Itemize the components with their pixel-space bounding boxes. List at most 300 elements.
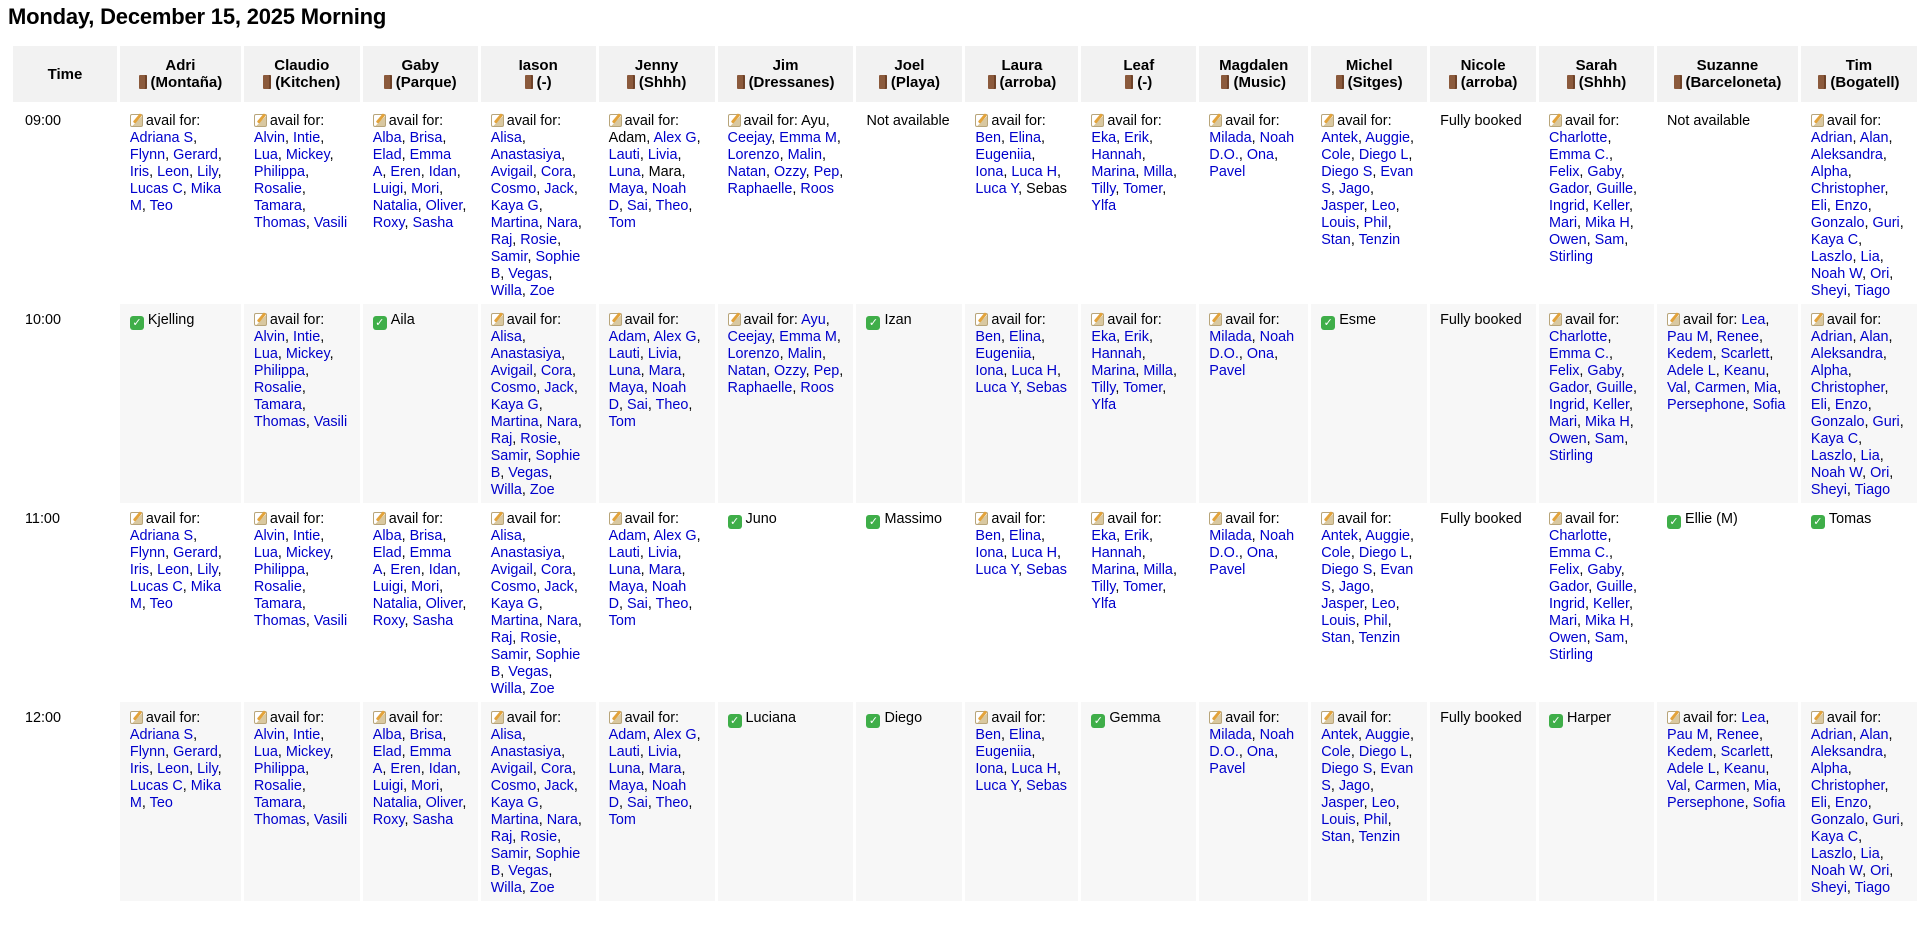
client-link[interactable]: Roos <box>800 380 834 396</box>
client-link[interactable]: Noah D.O. <box>1209 528 1295 561</box>
client-link[interactable]: Intie <box>293 130 321 146</box>
client-link[interactable]: Adam <box>608 727 647 743</box>
client-link[interactable]: Luca H <box>1011 363 1058 379</box>
client-link[interactable]: Jack <box>544 579 574 595</box>
client-link[interactable]: Willa <box>490 482 522 498</box>
client-link[interactable]: Adele L <box>1666 761 1716 777</box>
client-link[interactable]: Emma M <box>779 329 837 345</box>
client-link[interactable]: Renee <box>1716 727 1759 743</box>
client-link[interactable]: Ben <box>975 329 1002 345</box>
client-link[interactable]: Tom <box>608 613 636 629</box>
client-link[interactable]: Luna <box>608 164 641 180</box>
client-link[interactable]: Natalia <box>372 596 418 612</box>
client-link[interactable]: Erik <box>1124 130 1149 146</box>
client-link[interactable]: Luna <box>608 363 641 379</box>
client-link[interactable]: Tamara <box>253 596 302 612</box>
client-link[interactable]: Elina <box>1009 528 1042 544</box>
client-link[interactable]: Pavel <box>1209 363 1246 379</box>
client-link[interactable]: Avigail <box>490 562 533 578</box>
client-link[interactable]: Eli <box>1810 397 1827 413</box>
client-link[interactable]: Guri <box>1872 812 1900 828</box>
client-link[interactable]: Enzo <box>1834 397 1868 413</box>
client-link[interactable]: Diego S <box>1321 562 1373 578</box>
client-link[interactable]: Lucas C <box>129 778 183 794</box>
client-link[interactable]: Lauti <box>608 545 640 561</box>
client-link[interactable]: Lucas C <box>129 579 183 595</box>
client-link[interactable]: Erik <box>1124 528 1149 544</box>
client-link[interactable]: Auggie <box>1365 528 1411 544</box>
client-link[interactable]: Scarlett <box>1720 346 1770 362</box>
client-link[interactable]: Ben <box>975 727 1002 743</box>
client-link[interactable]: Sheyi <box>1810 482 1847 498</box>
client-link[interactable]: Adrian <box>1810 130 1853 146</box>
client-link[interactable]: Kaya C <box>1810 829 1859 845</box>
client-link[interactable]: Keanu <box>1723 363 1766 379</box>
client-link[interactable]: Adrian <box>1810 329 1853 345</box>
client-link[interactable]: Lua <box>253 147 278 163</box>
client-link[interactable]: Avigail <box>490 761 533 777</box>
client-link[interactable]: Sofia <box>1752 397 1786 413</box>
client-link[interactable]: Ben <box>975 528 1002 544</box>
client-link[interactable]: Sasha <box>412 613 454 629</box>
client-link[interactable]: Carmen <box>1694 380 1746 396</box>
client-link[interactable]: Tom <box>608 414 636 430</box>
client-link[interactable]: Emma C. <box>1549 147 1609 163</box>
client-link[interactable]: Alpha <box>1810 164 1848 180</box>
client-link[interactable]: Oliver <box>425 596 463 612</box>
client-link[interactable]: Noah D.O. <box>1209 329 1295 362</box>
client-link[interactable]: Maya <box>608 181 644 197</box>
client-link[interactable]: Adriana S <box>129 130 194 146</box>
client-link[interactable]: Idan <box>428 164 457 180</box>
client-link[interactable]: Intie <box>293 727 321 743</box>
client-link[interactable]: Nara <box>546 215 578 231</box>
client-link[interactable]: Rosie <box>520 431 558 447</box>
client-link[interactable]: Raj <box>490 829 513 845</box>
client-link[interactable]: Livia <box>647 346 678 362</box>
client-link[interactable]: Idan <box>428 761 457 777</box>
client-link[interactable]: Sebas <box>1026 380 1067 396</box>
client-link[interactable]: Gaby <box>1587 562 1621 578</box>
client-link[interactable]: Sai <box>627 795 648 811</box>
client-link[interactable]: Tom <box>608 812 636 828</box>
client-link[interactable]: Sai <box>627 397 648 413</box>
client-link[interactable]: Noah W <box>1810 863 1863 879</box>
client-link[interactable]: Adriana S <box>129 528 194 544</box>
client-link[interactable]: Charlotte <box>1549 528 1608 544</box>
client-link[interactable]: Teo <box>149 596 173 612</box>
client-link[interactable]: Gador <box>1549 181 1589 197</box>
client-link[interactable]: Guille <box>1596 181 1634 197</box>
client-link[interactable]: Emma A <box>372 744 452 777</box>
client-link[interactable]: Tilly <box>1091 579 1116 595</box>
client-link[interactable]: Eka <box>1091 130 1117 146</box>
client-link[interactable]: Intie <box>293 528 321 544</box>
client-link[interactable]: Maya <box>608 778 644 794</box>
client-link[interactable]: Sebas <box>1026 562 1067 578</box>
client-link[interactable]: Jack <box>544 380 574 396</box>
client-link[interactable]: Ingrid <box>1549 198 1586 214</box>
client-link[interactable]: Iris <box>129 761 150 777</box>
client-link[interactable]: Noah D.O. <box>1209 727 1295 760</box>
client-link[interactable]: Avigail <box>490 164 533 180</box>
client-link[interactable]: Ona <box>1246 545 1275 561</box>
client-link[interactable]: Stirling <box>1549 647 1594 663</box>
client-link[interactable]: Eli <box>1810 795 1827 811</box>
client-link[interactable]: Brisa <box>409 528 443 544</box>
client-link[interactable]: Rosalie <box>253 181 302 197</box>
client-link[interactable]: Kaya G <box>490 596 539 612</box>
client-link[interactable]: Adele L <box>1666 363 1716 379</box>
client-link[interactable]: Noah D <box>608 778 687 811</box>
client-link[interactable]: Owen <box>1549 232 1587 248</box>
client-link[interactable]: Laszlo <box>1810 249 1853 265</box>
client-link[interactable]: Cosmo <box>490 579 537 595</box>
client-link[interactable]: Christopher <box>1810 380 1885 396</box>
client-link[interactable]: Thomas <box>253 414 306 430</box>
client-link[interactable]: Charlotte <box>1549 130 1608 146</box>
client-link[interactable]: Lorenzo <box>727 346 780 362</box>
client-link[interactable]: Alvin <box>253 130 286 146</box>
client-link[interactable]: Mari <box>1549 414 1578 430</box>
client-link[interactable]: Luigi <box>372 778 404 794</box>
client-link[interactable]: Alba <box>372 528 402 544</box>
client-link[interactable]: Rosalie <box>253 579 302 595</box>
client-link[interactable]: Iona <box>975 545 1004 561</box>
client-link[interactable]: Cora <box>540 164 573 180</box>
client-link[interactable]: Phil <box>1363 613 1388 629</box>
client-link[interactable]: Cole <box>1321 545 1351 561</box>
client-link[interactable]: Laszlo <box>1810 846 1853 862</box>
client-link[interactable]: Iris <box>129 164 150 180</box>
client-link[interactable]: Gerard <box>173 545 218 561</box>
client-link[interactable]: Natalia <box>372 795 418 811</box>
client-link[interactable]: Leon <box>157 562 190 578</box>
client-link[interactable]: Lea <box>1741 710 1766 726</box>
client-link[interactable]: Cora <box>540 562 573 578</box>
client-link[interactable]: Pavel <box>1209 164 1246 180</box>
client-link[interactable]: Phil <box>1363 215 1388 231</box>
client-link[interactable]: Alex G <box>653 329 697 345</box>
client-link[interactable]: Flynn <box>129 744 166 760</box>
client-link[interactable]: Mika M <box>129 778 222 811</box>
client-link[interactable]: Iona <box>975 164 1004 180</box>
client-link[interactable]: Zoe <box>529 283 555 299</box>
client-link[interactable]: Sheyi <box>1810 283 1847 299</box>
client-link[interactable]: Ayu <box>801 312 826 328</box>
client-link[interactable]: Lauti <box>608 346 640 362</box>
client-link[interactable]: Eka <box>1091 528 1117 544</box>
client-link[interactable]: Tom <box>608 215 636 231</box>
client-link[interactable]: Theo <box>655 198 689 214</box>
client-link[interactable]: Louis <box>1321 215 1356 231</box>
client-link[interactable]: Samir <box>490 249 528 265</box>
client-link[interactable]: Samir <box>490 846 528 862</box>
client-link[interactable]: Antek <box>1321 528 1359 544</box>
client-link[interactable]: Malin <box>787 346 822 362</box>
client-link[interactable]: Hannah <box>1091 545 1142 561</box>
client-link[interactable]: Kaya G <box>490 397 539 413</box>
client-link[interactable]: Persephone <box>1666 795 1745 811</box>
client-link[interactable]: Anastasiya <box>490 346 562 362</box>
client-link[interactable]: Lorenzo <box>727 147 780 163</box>
client-link[interactable]: Hannah <box>1091 346 1142 362</box>
client-link[interactable]: Ylfa <box>1091 198 1117 214</box>
client-link[interactable]: Raphaelle <box>727 380 793 396</box>
client-link[interactable]: Ozzy <box>773 164 806 180</box>
client-link[interactable]: Thomas <box>253 613 306 629</box>
client-link[interactable]: Tamara <box>253 795 302 811</box>
client-link[interactable]: Sasha <box>412 812 454 828</box>
client-link[interactable]: Antek <box>1321 130 1359 146</box>
client-link[interactable]: Natan <box>727 164 766 180</box>
client-link[interactable]: Alisa <box>490 329 522 345</box>
client-link[interactable]: Milada <box>1209 727 1252 743</box>
client-link[interactable]: Ceejay <box>727 130 772 146</box>
client-link[interactable]: Evan S <box>1321 164 1414 197</box>
client-link[interactable]: Emma C. <box>1549 346 1609 362</box>
client-link[interactable]: Theo <box>655 795 689 811</box>
client-link[interactable]: Mika M <box>129 579 222 612</box>
client-link[interactable]: Mika H <box>1585 613 1630 629</box>
client-link[interactable]: Renee <box>1716 329 1759 345</box>
client-link[interactable]: Milada <box>1209 130 1252 146</box>
client-link[interactable]: Kaya C <box>1810 431 1859 447</box>
client-link[interactable]: Stan <box>1321 630 1351 646</box>
client-link[interactable]: Alisa <box>490 528 522 544</box>
client-link[interactable]: Louis <box>1321 613 1356 629</box>
client-link[interactable]: Anastasiya <box>490 147 562 163</box>
client-link[interactable]: Martina <box>490 812 539 828</box>
client-link[interactable]: Mari <box>1549 215 1578 231</box>
client-link[interactable]: Pau M <box>1666 727 1709 743</box>
client-link[interactable]: Adrian <box>1810 727 1853 743</box>
client-link[interactable]: Willa <box>490 283 522 299</box>
client-link[interactable]: Luna <box>608 562 641 578</box>
client-link[interactable]: Rosie <box>520 232 558 248</box>
client-link[interactable]: Noah D <box>608 181 687 214</box>
client-link[interactable]: Tomer <box>1123 579 1163 595</box>
client-link[interactable]: Tiago <box>1854 283 1891 299</box>
client-link[interactable]: Pep <box>813 363 840 379</box>
client-link[interactable]: Livia <box>647 545 678 561</box>
client-link[interactable]: Stan <box>1321 232 1351 248</box>
client-link[interactable]: Maya <box>608 579 644 595</box>
client-link[interactable]: Anastasiya <box>490 744 562 760</box>
client-link[interactable]: Zoe <box>529 681 555 697</box>
client-link[interactable]: Lia <box>1860 249 1880 265</box>
client-link[interactable]: Livia <box>647 744 678 760</box>
client-link[interactable]: Ona <box>1246 744 1275 760</box>
client-link[interactable]: Hannah <box>1091 147 1142 163</box>
client-link[interactable]: Rosie <box>520 829 558 845</box>
client-link[interactable]: Evan S <box>1321 562 1414 595</box>
client-link[interactable]: Elad <box>372 545 402 561</box>
client-link[interactable]: Mara <box>648 562 682 578</box>
client-link[interactable]: Alan <box>1859 329 1889 345</box>
client-link[interactable]: Christopher <box>1810 778 1885 794</box>
client-link[interactable]: Flynn <box>129 147 166 163</box>
client-link[interactable]: Stirling <box>1549 448 1594 464</box>
client-link[interactable]: Alvin <box>253 329 286 345</box>
client-link[interactable]: Luca Y <box>975 181 1019 197</box>
client-link[interactable]: Adam <box>608 329 647 345</box>
client-link[interactable]: Martina <box>490 613 539 629</box>
client-link[interactable]: Teo <box>149 795 173 811</box>
client-link[interactable]: Felix <box>1549 562 1580 578</box>
client-link[interactable]: Noah D <box>608 380 687 413</box>
client-link[interactable]: Ingrid <box>1549 397 1586 413</box>
client-link[interactable]: Alan <box>1859 727 1889 743</box>
client-link[interactable]: Luigi <box>372 181 404 197</box>
client-link[interactable]: Pau M <box>1666 329 1709 345</box>
client-link[interactable]: Eren <box>390 562 421 578</box>
client-link[interactable]: Gador <box>1549 380 1589 396</box>
client-link[interactable]: Alpha <box>1810 363 1848 379</box>
client-link[interactable]: Brisa <box>409 130 443 146</box>
client-link[interactable]: Lucas C <box>129 181 183 197</box>
client-link[interactable]: Christopher <box>1810 181 1885 197</box>
client-link[interactable]: Diego S <box>1321 761 1373 777</box>
client-link[interactable]: Cosmo <box>490 181 537 197</box>
client-link[interactable]: Keller <box>1593 198 1630 214</box>
client-link[interactable]: Luca H <box>1011 164 1058 180</box>
client-link[interactable]: Cole <box>1321 147 1351 163</box>
client-link[interactable]: Alisa <box>490 130 522 146</box>
client-link[interactable]: Guille <box>1596 380 1634 396</box>
client-link[interactable]: Theo <box>655 397 689 413</box>
client-link[interactable]: Tenzin <box>1358 232 1401 248</box>
client-link[interactable]: Cora <box>540 761 573 777</box>
client-link[interactable]: Willa <box>490 880 522 896</box>
client-link[interactable]: Emma C. <box>1549 545 1609 561</box>
client-link[interactable]: Jasper <box>1321 198 1364 214</box>
client-link[interactable]: Laszlo <box>1810 448 1853 464</box>
client-link[interactable]: Luca Y <box>975 562 1019 578</box>
client-link[interactable]: Anastasiya <box>490 545 562 561</box>
client-link[interactable]: Iona <box>975 363 1004 379</box>
client-link[interactable]: Sam <box>1594 630 1625 646</box>
client-link[interactable]: Lily <box>197 562 218 578</box>
client-link[interactable]: Alba <box>372 130 402 146</box>
client-link[interactable]: Marina <box>1091 562 1136 578</box>
client-link[interactable]: Sheyi <box>1810 880 1847 896</box>
client-link[interactable]: Jago <box>1338 778 1371 794</box>
client-link[interactable]: Mia <box>1753 778 1778 794</box>
client-link[interactable]: Luca H <box>1011 761 1058 777</box>
client-link[interactable]: Kedem <box>1666 346 1713 362</box>
client-link[interactable]: Roxy <box>372 812 405 828</box>
client-link[interactable]: Jago <box>1338 579 1371 595</box>
client-link[interactable]: Mickey <box>285 545 330 561</box>
client-link[interactable]: Alex G <box>653 130 697 146</box>
client-link[interactable]: Tenzin <box>1358 630 1401 646</box>
client-link[interactable]: Rosie <box>520 630 558 646</box>
client-link[interactable]: Eren <box>390 164 421 180</box>
client-link[interactable]: Intie <box>293 329 321 345</box>
client-link[interactable]: Leon <box>157 164 190 180</box>
client-link[interactable]: Zoe <box>529 482 555 498</box>
client-link[interactable]: Carmen <box>1694 778 1746 794</box>
client-link[interactable]: Diego L <box>1358 744 1409 760</box>
client-link[interactable]: Milada <box>1209 329 1252 345</box>
client-link[interactable]: Raj <box>490 431 513 447</box>
client-link[interactable]: Mori <box>411 181 440 197</box>
client-link[interactable]: Gaby <box>1587 363 1621 379</box>
client-link[interactable]: Vegas <box>508 863 549 879</box>
client-link[interactable]: Rosalie <box>253 778 302 794</box>
client-link[interactable]: Jasper <box>1321 596 1364 612</box>
client-link[interactable]: Gerard <box>173 744 218 760</box>
client-link[interactable]: Zoe <box>529 880 555 896</box>
client-link[interactable]: Milada <box>1209 528 1252 544</box>
client-link[interactable]: Roos <box>800 181 834 197</box>
client-link[interactable]: Ingrid <box>1549 596 1586 612</box>
client-link[interactable]: Teo <box>149 198 173 214</box>
client-link[interactable]: Luca Y <box>975 380 1019 396</box>
client-link[interactable]: Noah D.O. <box>1209 130 1295 163</box>
client-link[interactable]: Vasili <box>313 812 348 828</box>
client-link[interactable]: Leo <box>1371 795 1396 811</box>
client-link[interactable]: Mickey <box>285 147 330 163</box>
client-link[interactable]: Ylfa <box>1091 397 1117 413</box>
client-link[interactable]: Sophie B <box>490 846 581 879</box>
client-link[interactable]: Felix <box>1549 164 1580 180</box>
client-link[interactable]: Nara <box>546 812 578 828</box>
client-link[interactable]: Sophie B <box>490 249 581 282</box>
client-link[interactable]: Philippa <box>253 363 306 379</box>
client-link[interactable]: Natalia <box>372 198 418 214</box>
client-link[interactable]: Martina <box>490 414 539 430</box>
client-link[interactable]: Sam <box>1594 232 1625 248</box>
client-link[interactable]: Vasili <box>313 613 348 629</box>
client-link[interactable]: Val <box>1666 778 1687 794</box>
client-link[interactable]: Livia <box>647 147 678 163</box>
client-link[interactable]: Pavel <box>1209 761 1246 777</box>
client-link[interactable]: Persephone <box>1666 397 1745 413</box>
client-link[interactable]: Enzo <box>1834 198 1868 214</box>
client-link[interactable]: Guille <box>1596 579 1634 595</box>
client-link[interactable]: Tamara <box>253 198 302 214</box>
client-link[interactable]: Mika H <box>1585 414 1630 430</box>
client-link[interactable]: Milla <box>1143 363 1173 379</box>
client-link[interactable]: Tomer <box>1123 380 1163 396</box>
client-link[interactable]: Vegas <box>508 664 549 680</box>
client-link[interactable]: Emma A <box>372 545 452 578</box>
client-link[interactable]: Oliver <box>425 795 463 811</box>
client-link[interactable]: Noah W <box>1810 266 1863 282</box>
client-link[interactable]: Marina <box>1091 164 1136 180</box>
client-link[interactable]: Guri <box>1872 215 1900 231</box>
client-link[interactable]: Oliver <box>425 198 463 214</box>
client-link[interactable]: Luca Y <box>975 778 1019 794</box>
client-link[interactable]: Jasper <box>1321 795 1364 811</box>
client-link[interactable]: Ona <box>1246 346 1275 362</box>
client-link[interactable]: Cosmo <box>490 778 537 794</box>
client-link[interactable]: Gonzalo <box>1810 414 1865 430</box>
client-link[interactable]: Mika H <box>1585 215 1630 231</box>
client-link[interactable]: Erik <box>1124 329 1149 345</box>
client-link[interactable]: Charlotte <box>1549 329 1608 345</box>
client-link[interactable]: Val <box>1666 380 1687 396</box>
client-link[interactable]: Mika M <box>129 181 222 214</box>
client-link[interactable]: Samir <box>490 448 528 464</box>
client-link[interactable]: Roxy <box>372 613 405 629</box>
client-link[interactable]: Keanu <box>1723 761 1766 777</box>
client-link[interactable]: Tamara <box>253 397 302 413</box>
client-link[interactable]: Luca H <box>1011 545 1058 561</box>
client-link[interactable]: Brisa <box>409 727 443 743</box>
